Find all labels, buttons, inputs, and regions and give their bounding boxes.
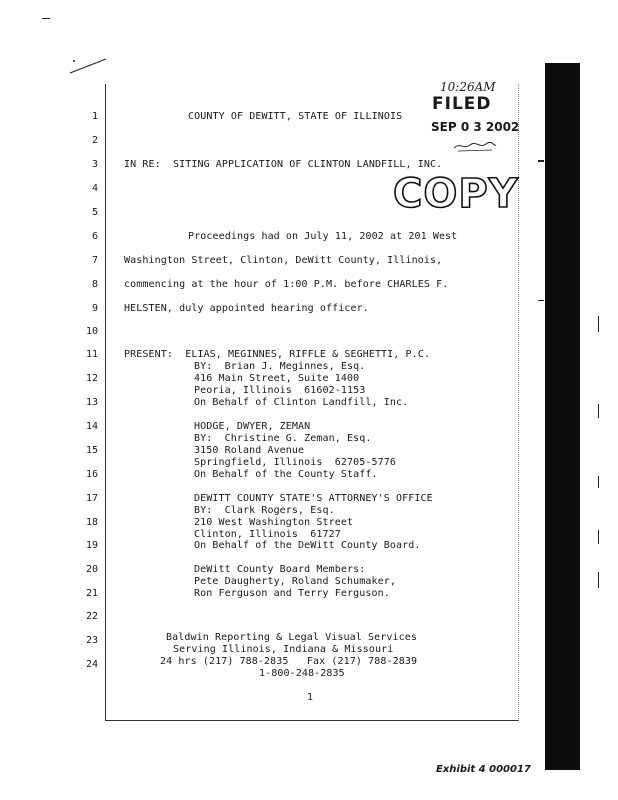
copy-stamp: COPY [393, 171, 519, 217]
filed-date-stamp: SEP 0 3 2002 [431, 120, 520, 134]
present-detail-line: On Behalf of the County Staff. [194, 469, 378, 480]
reporter-footer-line: 1-800-248-2835 [259, 668, 345, 679]
line-number: 2 [91, 135, 98, 146]
scan-speck [538, 160, 544, 162]
line-number: 6 [91, 231, 98, 242]
line-number: 1 [91, 111, 98, 122]
exhibit-label: Exhibit 4 000017 [436, 764, 531, 775]
present-detail-line: 210 West Washington Street [194, 517, 354, 528]
board-members-line: Ron Ferguson and Terry Ferguson. [194, 588, 390, 599]
line-number: 21 [85, 588, 98, 599]
line-number: 15 [85, 445, 98, 456]
line-number: 13 [85, 397, 98, 408]
line-number: 18 [85, 517, 98, 528]
page-number: 1 [307, 692, 314, 703]
present-detail-line: On Behalf of Clinton Landfill, Inc. [194, 397, 409, 408]
proceedings-text-line: commencing at the hour of 1:00 P.M. before CHARLES F. [124, 279, 449, 290]
board-members-heading: DeWitt County Board Members: [194, 564, 366, 575]
board-members-line: Pete Daugherty, Roland Schumaker, [194, 576, 396, 587]
line-number: 9 [91, 303, 98, 314]
reporter-footer-line: 24 hrs (217) 788-2835 Fax (217) 788-2839 [160, 656, 418, 667]
proceedings-text-line: Proceedings had on July 11, 2002 at 201 West [188, 231, 458, 242]
scan-mark [598, 316, 599, 332]
line-number: 19 [85, 540, 98, 551]
scan-speck [538, 300, 544, 301]
clerk-signature [452, 140, 498, 152]
filed-time-handwriting: 10:26AM [440, 80, 496, 94]
line-number: 14 [85, 421, 98, 432]
line-number: 12 [85, 373, 98, 384]
line-number: 11 [85, 349, 98, 360]
present-firm-heading: HODGE, DWYER, ZEMAN [194, 421, 311, 432]
caption-in-re-line: IN RE: SITING APPLICATION OF CLINTON LANDFILL, INC. [124, 159, 443, 170]
filed-stamp: FILED [432, 94, 492, 114]
scan-edge-bar [545, 63, 580, 770]
line-number: 16 [85, 469, 98, 480]
present-detail-line: 3150 Roland Avenue [194, 445, 305, 456]
line-number: 5 [91, 207, 98, 218]
scan-mark [598, 476, 599, 488]
present-detail-line: BY: Clark Rogers, Esq. [194, 505, 335, 516]
line-number: 20 [85, 564, 98, 575]
scan-mark [42, 18, 50, 19]
line-number: 8 [91, 279, 98, 290]
line-number: 3 [91, 159, 98, 170]
present-detail-line: On Behalf of the DeWitt County Board. [194, 540, 421, 551]
line-number: 23 [85, 635, 98, 646]
present-detail-line: BY: Christine G. Zeman, Esq. [194, 433, 372, 444]
line-number: 4 [91, 183, 98, 194]
line-number: 10 [85, 326, 98, 337]
scan-mark [598, 572, 599, 588]
proceedings-text-line: HELSTEN, duly appointed hearing officer. [124, 303, 369, 314]
present-firm-heading: DEWITT COUNTY STATE'S ATTORNEY'S OFFICE [194, 493, 433, 504]
present-detail-line: Peoria, Illinois 61602-1153 [194, 385, 366, 396]
present-detail-line: 416 Main Street, Suite 1400 [194, 373, 360, 384]
present-detail-line: Clinton, Illinois 61727 [194, 529, 341, 540]
scan-mark [598, 404, 599, 418]
line-number: 7 [91, 255, 98, 266]
present-detail-line: BY: Brian J. Meginnes, Esq. [194, 361, 366, 372]
caption-county-line: COUNTY OF DEWITT, STATE OF ILLINOIS [188, 111, 403, 122]
line-number: 17 [85, 493, 98, 504]
present-firm-heading: PRESENT: ELIAS, MEGINNES, RIFFLE & SEGHETTI, P.C. [124, 349, 431, 360]
pen-stroke-mark [66, 55, 110, 77]
present-detail-line: Springfield, Illinois 62705-5776 [194, 457, 396, 468]
reporter-footer-line: Baldwin Reporting & Legal Visual Services [166, 632, 417, 643]
proceedings-text-line: Washington Street, Clinton, DeWitt County, Illinois, [124, 255, 443, 266]
reporter-footer-line: Serving Illinois, Indiana & Missouri [173, 644, 394, 655]
line-number: 22 [85, 611, 98, 622]
line-number: 24 [85, 659, 98, 670]
scan-mark [598, 530, 599, 544]
